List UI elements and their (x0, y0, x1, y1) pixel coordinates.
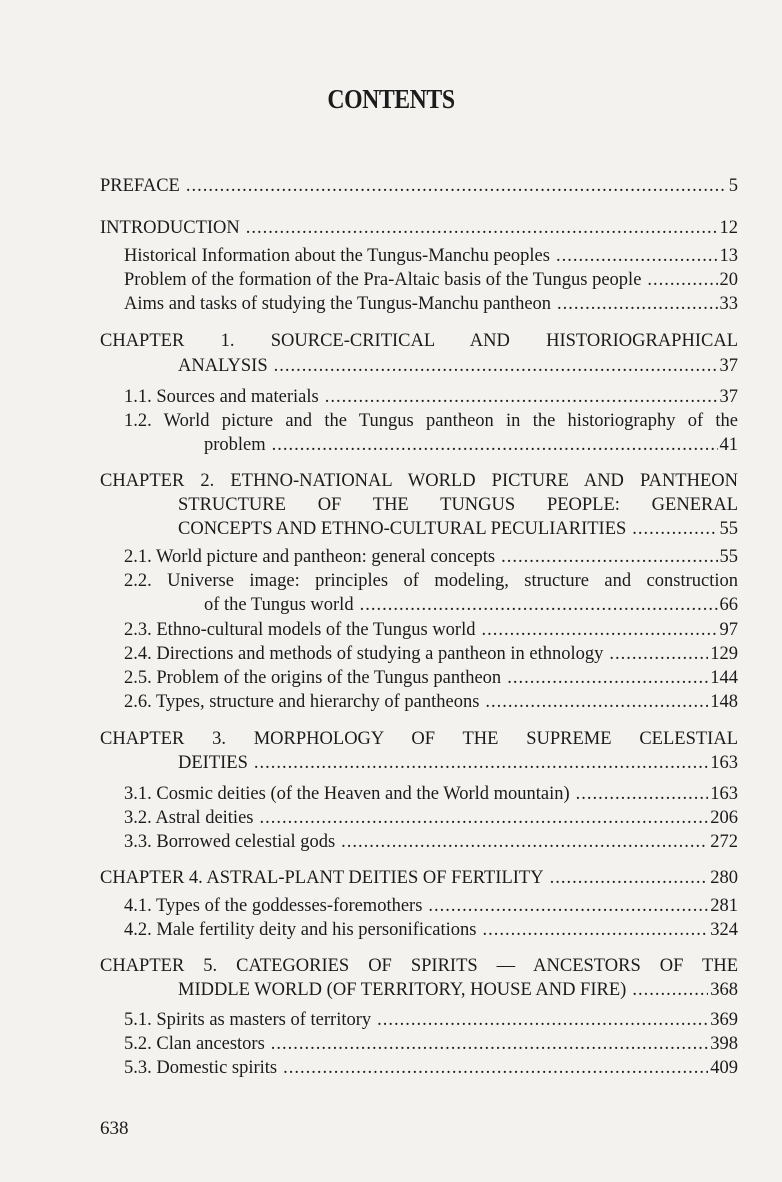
dot-leader (341, 830, 708, 854)
toc-entry-title: 5.2. Clan ancestors (124, 1034, 265, 1054)
toc-page-number: 20 (719, 270, 738, 290)
toc-entry-title: 2.3. Ethno-cultural models of the Tungus world (124, 620, 476, 640)
toc-entry (124, 545, 738, 569)
toc-page-number: 33 (719, 294, 738, 314)
toc-page-number: 398 (710, 1034, 738, 1054)
toc-page-number: 37 (719, 387, 738, 407)
dot-leader (482, 918, 708, 942)
toc-entry-title: DEITIES (178, 753, 248, 773)
toc-entry-title: CHAPTER 2. ETHNO-NATIONAL WORLD PICTURE AND PANTHEON (100, 471, 738, 491)
toc-entry (124, 918, 738, 942)
toc-entry (124, 292, 738, 316)
toc-entry (124, 1032, 738, 1056)
toc-page-number: 272 (710, 832, 738, 852)
dot-leader (556, 244, 718, 268)
toc-page-number: 206 (710, 808, 738, 828)
toc-entry (124, 618, 738, 642)
toc-page-number: 368 (710, 980, 738, 1000)
toc-page-number: 324 (710, 920, 738, 940)
dot-leader (485, 690, 708, 714)
toc-page-number: 66 (719, 595, 738, 615)
toc-page-number: 97 (719, 620, 738, 640)
toc-entry-title: 2.6. Types, structure and hierarchy of pantheons (124, 692, 480, 712)
toc-entry-title: 5.1. Spirits as masters of territory (124, 1010, 372, 1030)
toc-entry-title: 3.1. Cosmic deities (of the Heaven and the World mountain) (124, 784, 570, 804)
toc-page-number: 5 (728, 176, 738, 196)
toc-entry-title: ANALYSIS (178, 356, 268, 376)
toc-entry-title: CHAPTER 5. CATEGORIES OF SPIRITS — ANCESTORS OF THE (100, 956, 738, 976)
dot-leader (325, 385, 718, 409)
toc-entry (100, 174, 738, 198)
toc-entry-title: MIDDLE WORLD (OF TERRITORY, HOUSE AND FIRE) (178, 980, 627, 1000)
dot-leader (428, 894, 708, 918)
toc-entry (178, 354, 738, 378)
toc-entry (124, 830, 738, 854)
toc-page-number: 148 (710, 692, 738, 712)
toc-entry-title: 2.1. World picture and pantheon: general concepts (124, 547, 496, 567)
dot-leader (507, 666, 708, 690)
toc-entry-title: 3.2. Astral deities (124, 808, 254, 828)
toc-entry-title: Aims and tasks of studying the Tungus-Manchu pantheon (124, 294, 552, 314)
toc-entry (178, 978, 738, 1002)
toc-entry (124, 666, 738, 690)
toc-entry (124, 806, 738, 830)
toc-entry-title: 4.2. Male fertility deity and his personifications (124, 920, 477, 940)
dot-leader (186, 174, 727, 198)
toc-entry (124, 690, 738, 714)
dot-leader (632, 517, 717, 541)
toc-entry-title: PREFACE (100, 176, 180, 196)
toc-entry-title: 2.5. Problem of the origins of the Tungus pantheon (124, 668, 502, 688)
toc-page-number: 13 (719, 246, 738, 266)
toc-page-number: 55 (719, 547, 738, 567)
dot-leader (274, 354, 718, 378)
toc-entry-title: CHAPTER 1. SOURCE-CRITICAL AND HISTORIOGRAPHICAL (100, 331, 738, 351)
toc-entry-title: CONCEPTS AND ETHNO-CULTURAL PECULIARITIES (178, 519, 627, 539)
toc-entry (124, 1056, 738, 1080)
toc-entry (204, 593, 738, 617)
toc-entry (178, 751, 738, 775)
toc-page-number: 37 (719, 356, 738, 376)
toc-page-number: 41 (719, 435, 738, 455)
toc-entry-title: 5.3. Domestic spirits (124, 1058, 278, 1078)
toc-entry-title: 1.1. Sources and materials (124, 387, 319, 407)
dot-leader (259, 806, 708, 830)
dot-leader (360, 593, 718, 617)
dot-leader (246, 216, 718, 240)
toc-entry (124, 642, 738, 666)
toc-page-number: 281 (710, 896, 738, 916)
toc-page-number: 55 (719, 519, 738, 539)
toc-entry (124, 268, 738, 292)
toc-page-number: 409 (710, 1058, 738, 1078)
toc-page-number: 144 (710, 668, 738, 688)
dot-leader (550, 866, 709, 890)
toc-page-number: 129 (710, 644, 738, 664)
toc-entry (124, 894, 738, 918)
page-title: CONTENTS (327, 84, 455, 114)
toc-page-number: 163 (710, 784, 738, 804)
dot-leader (377, 1008, 708, 1032)
dot-leader (647, 268, 717, 292)
dot-leader (632, 978, 708, 1002)
toc-entry-line (100, 329, 738, 353)
toc-entry-title: CHAPTER 3. MORPHOLOGY OF THE SUPREME CELESTIAL (100, 729, 738, 749)
dot-leader (481, 618, 717, 642)
toc-entry-line (100, 469, 738, 493)
page-number: 638 (100, 1118, 129, 1139)
toc-entry (178, 517, 738, 541)
toc-entry-title: problem (204, 435, 266, 455)
dot-leader (576, 782, 709, 806)
dot-leader (272, 433, 718, 457)
toc-entry-title: 2.4. Directions and methods of studying a pantheon in ethnology (124, 644, 604, 664)
toc-page-number: 280 (710, 868, 738, 888)
toc-page-number: 12 (719, 218, 738, 238)
toc-entry-title: of the Tungus world (204, 595, 354, 615)
toc-entry-title: STRUCTURE OF THE TUNGUS PEOPLE: GENERAL (178, 495, 738, 515)
toc-entry-title: 2.2. Universe image: principles of modeling, structure and construction (124, 571, 738, 591)
dot-leader (557, 292, 717, 316)
dot-leader (271, 1032, 708, 1056)
toc-entry (124, 244, 738, 268)
toc-entry-title: CHAPTER 4. ASTRAL-PLANT DEITIES OF FERTILITY (100, 868, 544, 888)
toc-entry-title: 3.3. Borrowed celestial gods (124, 832, 336, 852)
toc-entry-line (100, 954, 738, 978)
toc-entry (124, 385, 738, 409)
toc-entry-line (124, 569, 738, 593)
toc-entry-line (100, 727, 738, 751)
toc-entry (124, 1008, 738, 1032)
dot-leader (609, 642, 708, 666)
toc-entry-title: 1.2. World picture and the Tungus pantheon in the historiography of the (124, 411, 738, 431)
toc-entry-title: Problem of the formation of the Pra-Altaic basis of the Tungus people (124, 270, 642, 290)
toc-page-number: 369 (710, 1010, 738, 1030)
toc-entry (204, 433, 738, 457)
toc-entry-title: 4.1. Types of the goddesses-foremothers (124, 896, 423, 916)
toc-entry-title: Historical Information about the Tungus-Manchu peoples (124, 246, 550, 266)
toc-entry (100, 216, 738, 240)
dot-leader (254, 751, 708, 775)
toc-entry-line (178, 493, 738, 517)
toc-page-number: 163 (710, 753, 738, 773)
toc-entry (124, 782, 738, 806)
dot-leader (501, 545, 717, 569)
toc-entry-title: INTRODUCTION (100, 218, 240, 238)
toc-entry-line (124, 409, 738, 433)
toc-entry (100, 866, 738, 890)
dot-leader (283, 1056, 708, 1080)
